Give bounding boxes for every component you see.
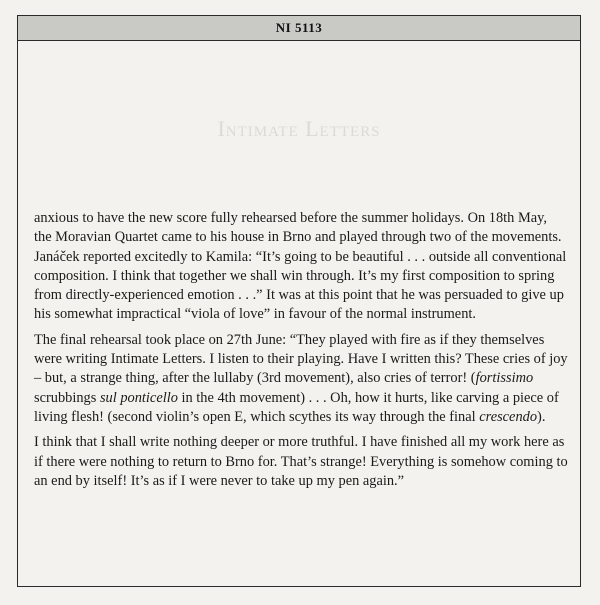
header-bar: [18, 16, 580, 41]
show-through-title: Intimate Letters: [217, 116, 381, 141]
paragraph-text: I think that I shall write nothing deeper or more truthful. I have finished all my work here as if there were nothing to return to Brno for. That’s strange! Everything is somehow coming to an end by itself! It’s as if I were never to take up my pen again.”: [34, 434, 568, 489]
paragraph-2: [34, 331, 568, 427]
paragraph-1: [34, 209, 568, 325]
body-text: [34, 209, 568, 497]
paragraph-3: [34, 433, 568, 491]
page-frame: [17, 15, 581, 587]
paragraph-text: in the 4th movement) . . . Oh, how it hurts, like carving a piece of living flesh! (second violin’s open E, which scythes its way through the final: [34, 389, 559, 425]
paragraph-text: scrubbings: [34, 389, 100, 406]
italic-term: fortissimo: [475, 370, 534, 387]
paragraph-text: The final rehearsal took place on 27th June: “They played with fire as if they themselves were writing Intimate Letters. I listen to their playing. Have I written this? These cries of joy – but, a strange thing, after the lullaby (3rd movement), also cries of terror! (: [34, 331, 568, 387]
paragraph-text: ).: [537, 408, 546, 425]
italic-term: sul ponticello: [99, 389, 178, 406]
italic-term: crescendo: [479, 408, 538, 425]
catalog-number: NI 5113: [275, 20, 323, 35]
paragraph-text: anxious to have the new score fully rehearsed before the summer holidays. On 18th May, the Moravian Quartet came to his house in Brno and played through two of the movements. Janáček reported excitedly to Kamila: “It’s going to be beautiful . . . outside all conventional composition. I think that together we shall win through. It’s my first composition to spring from directly-experienced emotion . . .” It was at this point that he was persuaded to give up his somewhat impractical “viola of love” in favour of the normal instrument.: [34, 210, 567, 323]
